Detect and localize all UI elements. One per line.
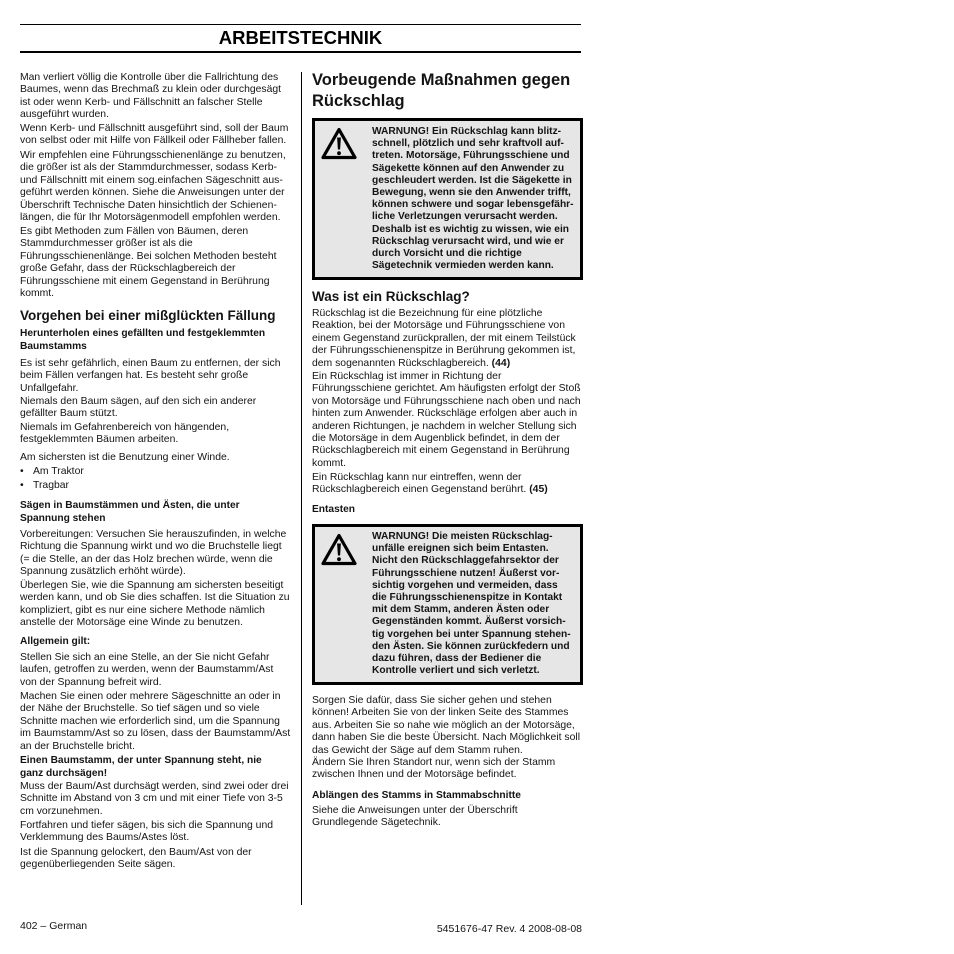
- subheading: [20, 754, 262, 780]
- subheading: [20, 327, 265, 353]
- text-line: Reaktion, bei der Motorsäge und Führungsschiene von: [312, 320, 565, 332]
- warning-line: Nicht den Rückschlaggefahrsektor der: [372, 555, 559, 567]
- warning-line: sichtig vorgehen und vermeiden, dass: [372, 579, 558, 591]
- header-rule-top: [20, 24, 581, 25]
- text-line: das Gewicht der Säge auf dem Stamm ruhen.: [312, 744, 523, 756]
- text-line: der Führungsschienenspitze in Berührung gekommen ist,: [312, 345, 576, 357]
- subheading-line: Sägen in Baumstämmen und Ästen, die unter: [20, 499, 240, 511]
- text-line: Vorbereitungen: Versuchen Sie herauszufinden, in welche: [20, 529, 287, 540]
- text-line: [312, 484, 548, 496]
- text-line: von Motorsäge und Führungsschiene nach oben und nach: [312, 395, 581, 407]
- warning-line: Gegenständen kommt. Äußerst vorsich-: [372, 616, 566, 628]
- subheading-line: ganz durchsägen!: [20, 767, 108, 779]
- subheading: [312, 503, 355, 516]
- figure-reference: (44): [491, 357, 511, 369]
- text-line: von der Spannung befreit wird.: [20, 676, 162, 688]
- text-line: Siehe die Anweisungen unter der Überschrift: [312, 805, 518, 816]
- text-line: kompliziert, gibt es nur eine sichere Methode nämlich: [20, 604, 265, 616]
- warning-line: treten. Motorsäge, Führungsschiene und: [372, 150, 570, 162]
- figure-reference: (45): [529, 484, 548, 496]
- text-line: Führungsschiene gerichtet. Am häufigsten erfolgt der Stoß: [312, 383, 581, 395]
- subheading-line: Ablängen des Stamms in Stammabschnitte: [312, 789, 521, 801]
- subheading: [20, 635, 90, 648]
- warning-line: Kontrolle verliert und sich verletzt.: [372, 665, 540, 677]
- paragraph: [20, 820, 273, 845]
- text-line: (= die Stelle, an der das Holz brechen würde, wenn die: [20, 553, 273, 565]
- warning-triangle-icon: [321, 533, 357, 566]
- paragraph: [20, 422, 229, 447]
- text-line: von selbst oder mit Hilfe von Fällkeil oder Fällheber fallen.: [20, 135, 287, 147]
- warning-line: geschleudert werden. Ist die Sägekette in: [372, 174, 572, 186]
- paragraph: [20, 72, 281, 122]
- warning-line: durch Vorsicht und die richtige: [372, 248, 522, 260]
- text-line: geführt werden können. Siehe die Anweisungen unter der: [20, 187, 285, 199]
- subheading-line: Einen Baumstamm, der unter Spannung steht, nie: [20, 754, 262, 766]
- text-line: zwischen Ihnen und der Motorsäge befindet.: [312, 769, 517, 781]
- document-revision: 5451676-47 Rev. 4 2008-08-08: [436, 923, 582, 935]
- subheading-line: Entasten: [312, 503, 356, 515]
- text-line: an der Bruchstelle bricht.: [20, 740, 135, 752]
- text-line: gefällter Baum stützt.: [20, 408, 118, 420]
- paragraph: [20, 652, 273, 689]
- warning-line: Deshalb ist es wichtig zu wissen, wie ein: [372, 223, 570, 235]
- text-line: kommt.: [20, 288, 55, 300]
- bullet: •: [20, 466, 24, 477]
- text-line: anstelle der Motorsäge eine Winde zu benutzen.: [20, 617, 243, 629]
- warning-line: die Führungsschienenspitze in Kontakt: [372, 592, 563, 604]
- paragraph: [20, 452, 230, 464]
- text-line: ausgeführt wurden.: [20, 109, 109, 121]
- text-line: der Nähe der Bruchstelle. So tief sägen und so viele: [20, 703, 260, 715]
- paragraph: [312, 472, 548, 497]
- heading-line: Vorbeugende Maßnahmen gegen: [312, 70, 571, 89]
- text-line: längen, die für Ihr Motorsägenmodell empfohlen werden.: [20, 212, 281, 224]
- list-item: [20, 479, 84, 493]
- text-line: Schnitte machen wie erforderlich sind, um die Spannung: [20, 715, 280, 727]
- subheading-line: Herunterholen eines gefällten und festgeklemmten: [20, 327, 266, 339]
- heading-line: Vorgehen bei einer mißglückten Fällung: [20, 308, 276, 323]
- text-line: hinten zum Anwender. Rückschläge erfolgen aber auch in: [312, 408, 578, 420]
- text-line: werden kann, und ob Sie dies schaffen. Ist die Situation zu: [20, 592, 290, 604]
- text-line: die größer ist als der Stammdurchmesser, sodass Kerb-: [20, 162, 277, 174]
- warning-line: Führungsschiene nutzen! Äußerst vor-: [372, 567, 560, 579]
- text-line-text: dem sogenannten Rückschlagbereich.: [312, 357, 489, 369]
- text-line: beim Fällen verfangen hat. Es besteht sehr große: [20, 370, 249, 382]
- subheading: [20, 499, 240, 525]
- text-line: Grundlegende Sägetechnik.: [312, 817, 441, 829]
- warning-line: WARNUNG! Ein Rückschlag kann blitz-: [372, 126, 562, 137]
- paragraph: [20, 226, 276, 300]
- text-line: können! Arbeiten Sie von der linken Seite des Stammes: [312, 707, 569, 719]
- text-line: einem Gegenstand zurückprallen, der mit einem Teilstück: [312, 332, 576, 344]
- paragraph: [20, 123, 288, 148]
- paragraph: [20, 396, 256, 421]
- warning-line: dazu führen, dass der Bediener die: [372, 653, 542, 665]
- text-line: cm vorzunehmen.: [20, 805, 103, 817]
- warning-text: [372, 531, 571, 677]
- paragraph: [20, 358, 280, 395]
- subheading: [312, 789, 521, 802]
- section-heading: [312, 289, 470, 305]
- text-line: ist oder wenn Kerb- und Fällschnitt an falscher Stelle: [20, 96, 263, 108]
- text-line: Baumes, wenn das Brechmaß zu klein oder durchgesägt: [20, 84, 282, 96]
- text-line: Rückschlag ist die Bezeichnung für eine plötzliche: [312, 308, 543, 319]
- text-line: Richtung die Spannung wirkt und wo die Bruchstelle liegt: [20, 541, 282, 553]
- text-line: Ein Rückschlag ist immer in Richtung der: [312, 371, 502, 382]
- text-line: anderen Richtungen, je nachdem in welcher Stellung sich: [312, 420, 577, 432]
- text-line: Wenn Kerb- und Fällschnitt ausgeführt sind, soll der Baum: [20, 123, 289, 134]
- subheading-line: Allgemein gilt:: [20, 635, 91, 647]
- section-heading: [20, 308, 276, 324]
- paragraph: [20, 529, 286, 579]
- text-line: Machen Sie einen oder mehrere Sägeschnitte an oder in: [20, 691, 281, 702]
- subheading-line: Baumstamms: [20, 340, 87, 352]
- text-line: Niemals den Baum sägen, auf den sich ein anderer: [20, 396, 257, 407]
- warning-line: den Ästen. Sie können zurückfedern und: [372, 640, 570, 652]
- text-line: im Baumstamm/Ast so zu lösen, dass der Baumstamm/Ast: [20, 728, 291, 740]
- text-line: Es gibt Methoden zum Fällen von Bäumen, deren: [20, 226, 249, 237]
- text-line: Ändern Sie Ihren Standort nur, wenn sich der Stamm: [312, 757, 556, 768]
- warning-line: WARNUNG! Die meisten Rückschlag-: [372, 531, 553, 542]
- list-item: [20, 465, 84, 479]
- text-line: und Fällschnitt mit einem sog.einfachen Sägeschnitt aus-: [20, 174, 283, 186]
- paragraph: [312, 371, 581, 470]
- warning-line: Rückschlag verursacht wird, und wie er: [372, 235, 564, 247]
- paragraph: [312, 695, 580, 757]
- warning-line: Bewegung, wenn sie den Anwender trifft,: [372, 187, 571, 199]
- paragraph: [312, 757, 555, 782]
- list-item-text: Tragbar: [33, 480, 69, 491]
- warning-line: schnell, plötzlich und sehr kraftvoll auf-: [372, 138, 564, 150]
- text-line: Führungsschiene mit einem Gegenstand in Berührung: [20, 275, 270, 287]
- text-line: die Motorsäge in dem Augenblick befindet, in dem der: [312, 433, 560, 445]
- warning-line: mit dem Stamm, anderen Ästen oder: [372, 604, 550, 616]
- paragraph: [20, 580, 290, 630]
- paragraph: [20, 847, 252, 872]
- text-line: große Gefahr, dass der Rückschlagbereich der: [20, 263, 236, 275]
- list-item-text: Am Traktor: [33, 466, 84, 477]
- text-line: Überlegen Sie, wie die Spannung am sichersten beseitigt: [20, 580, 284, 591]
- paragraph: [20, 691, 290, 753]
- text-line: Niemals im Gefahrenbereich von hängenden,: [20, 422, 230, 433]
- text-line: Schnitte im Abstand von 3 cm und mit einer Tiefe von 3-5: [20, 793, 283, 805]
- warning-line: tig vorgehen bei unter Spannung stehen-: [372, 628, 571, 640]
- text-line: kommt.: [312, 457, 347, 469]
- subheading-line: Spannung stehen: [20, 512, 106, 524]
- warning-line: Sägetechnik vermieden werden kann.: [372, 260, 554, 272]
- text-line: Führungsschienenlänge. Bei solchen Methoden besteht: [20, 250, 277, 262]
- bullet-list: [20, 465, 84, 493]
- warning-text: [372, 126, 574, 272]
- text-line: Wir empfehlen eine Führungsschienenlänge zu benutzen,: [20, 150, 286, 161]
- text-line: Stammdurchmesser größer ist als die: [20, 238, 193, 250]
- column-divider: [301, 72, 302, 905]
- text-line: Überschrift Technische Daten hinsichtlich der Schienen-: [20, 199, 277, 211]
- paragraph: [20, 150, 286, 224]
- paragraph: [312, 308, 576, 370]
- header-rule-bottom: [20, 51, 581, 53]
- text-line: Verklemmung des Baums/Astes löst.: [20, 832, 190, 844]
- text-line: gegenüberliegenden Seite sägen.: [20, 859, 176, 871]
- text-line: Ist die Spannung gelockert, den Baum/Ast von der: [20, 847, 252, 858]
- text-line-text: Rückschlagbereich einen Gegenstand berührt.: [312, 484, 527, 496]
- heading-line: Rückschlag: [312, 91, 405, 110]
- text-line: Fortfahren und tiefer sägen, bis sich die Spannung und: [20, 820, 274, 831]
- paragraph: [312, 805, 518, 830]
- text-line: Spannung zusätzlich erhöht würde).: [20, 566, 186, 578]
- text-line: Unfallgefahr.: [20, 382, 79, 394]
- text-line: laufen, getroffen zu werden, wenn der Baumstamm/Ast: [20, 664, 274, 676]
- text-line: dann haben Sie die beste Übersicht. Nach Möglichkeit soll: [312, 732, 581, 744]
- text-line: Sorgen Sie dafür, dass Sie sicher gehen und stehen: [312, 695, 552, 706]
- text-line: Stellen Sie sich an eine Stelle, an der Sie nicht Gefahr: [20, 652, 270, 663]
- warning-line: liche Verletzungen verursacht werden.: [372, 211, 558, 223]
- warning-box: [312, 524, 583, 685]
- warning-triangle-icon: [321, 127, 357, 160]
- heading-line: Was ist ein Rückschlag?: [312, 289, 470, 304]
- text-line: Am sichersten ist die Benutzung einer Winde.: [20, 452, 230, 463]
- bullet: •: [20, 480, 24, 491]
- page-number: 402 – German: [20, 920, 88, 932]
- warning-line: Sägekette können auf den Anwender zu: [372, 162, 565, 174]
- text-line: [312, 358, 576, 370]
- warning-line: unfälle ereignen sich beim Entasten.: [372, 543, 549, 555]
- text-line: Muss der Baum/Ast durchsägt werden, sind zwei oder drei: [20, 781, 289, 792]
- section-title: [312, 70, 570, 112]
- text-line: Ein Rückschlag kann nur eintreffen, wenn der: [312, 472, 522, 483]
- text-line: Rückschlagbereich mit einem Gegenstand in Berührung: [312, 445, 570, 457]
- text-line: Es ist sehr gefährlich, einen Baum zu entfernen, der sich: [20, 358, 281, 369]
- text-line: Man verliert völlig die Kontrolle über die Fallrichtung des: [20, 72, 279, 83]
- page-title: ARBEITSTECHNIK: [218, 27, 383, 48]
- text-line: aus. Arbeiten Sie so nahe wie möglich an der Motorsäge,: [312, 719, 575, 731]
- warning-line: können schwere und sogar lebensgefähr-: [372, 199, 574, 211]
- text-line: festgeklemmten Bäumen arbeiten.: [20, 434, 179, 446]
- paragraph: [20, 781, 289, 818]
- warning-box: [312, 118, 583, 280]
